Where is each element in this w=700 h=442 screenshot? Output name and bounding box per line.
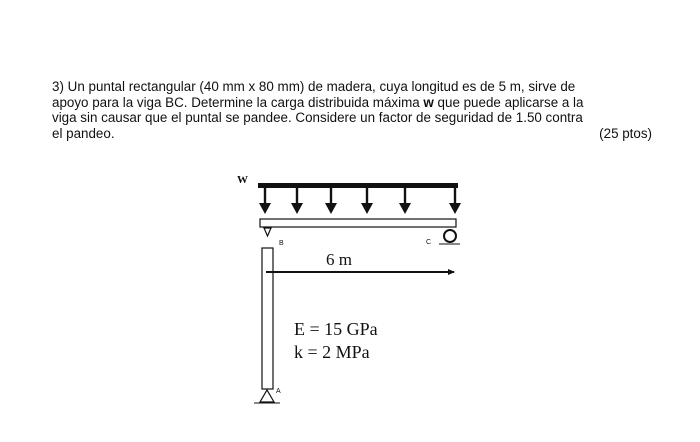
problem-line-2: apoyo para la viga BC. Determine la carga distribuida máxima w que puede aplicarse a la xyxy=(52,94,584,110)
load-variable: w xyxy=(423,94,434,110)
strut-ab xyxy=(262,248,273,389)
elastic-modulus-label: E = 15 GPa xyxy=(294,319,378,339)
pin-support-b xyxy=(264,228,271,236)
problem-line-3: viga sin causar que el puntal se pandee. Considere un factor de seguridad de 1.50 contra xyxy=(52,110,583,125)
figure-drawing xyxy=(236,172,468,416)
pin-support-a xyxy=(260,390,274,402)
problem-line-1: 3) Un puntal rectangular (40 mm x 80 mm) de madera, cuya longitud es de 5 m, sirve de xyxy=(52,79,576,94)
beam-strut-figure xyxy=(236,172,468,416)
distributed-load-bar xyxy=(258,183,458,188)
load-arrows xyxy=(259,186,461,214)
roller-support-c xyxy=(444,230,456,242)
span-label: 6 m xyxy=(326,250,352,269)
point-b-label: B xyxy=(279,240,284,247)
span-arrow-head xyxy=(448,269,455,275)
point-c-label: C xyxy=(426,239,432,246)
problem-statement xyxy=(52,79,652,141)
points-value: (25 ptos) xyxy=(599,125,652,141)
beam-bc xyxy=(260,219,456,227)
load-label: W xyxy=(237,174,248,186)
point-a-label: A xyxy=(276,388,281,395)
k-label: k = 2 MPa xyxy=(294,342,370,362)
problem-number: 3) xyxy=(52,79,64,94)
problem-line-4: el pandeo. (25 ptos) xyxy=(52,125,652,141)
